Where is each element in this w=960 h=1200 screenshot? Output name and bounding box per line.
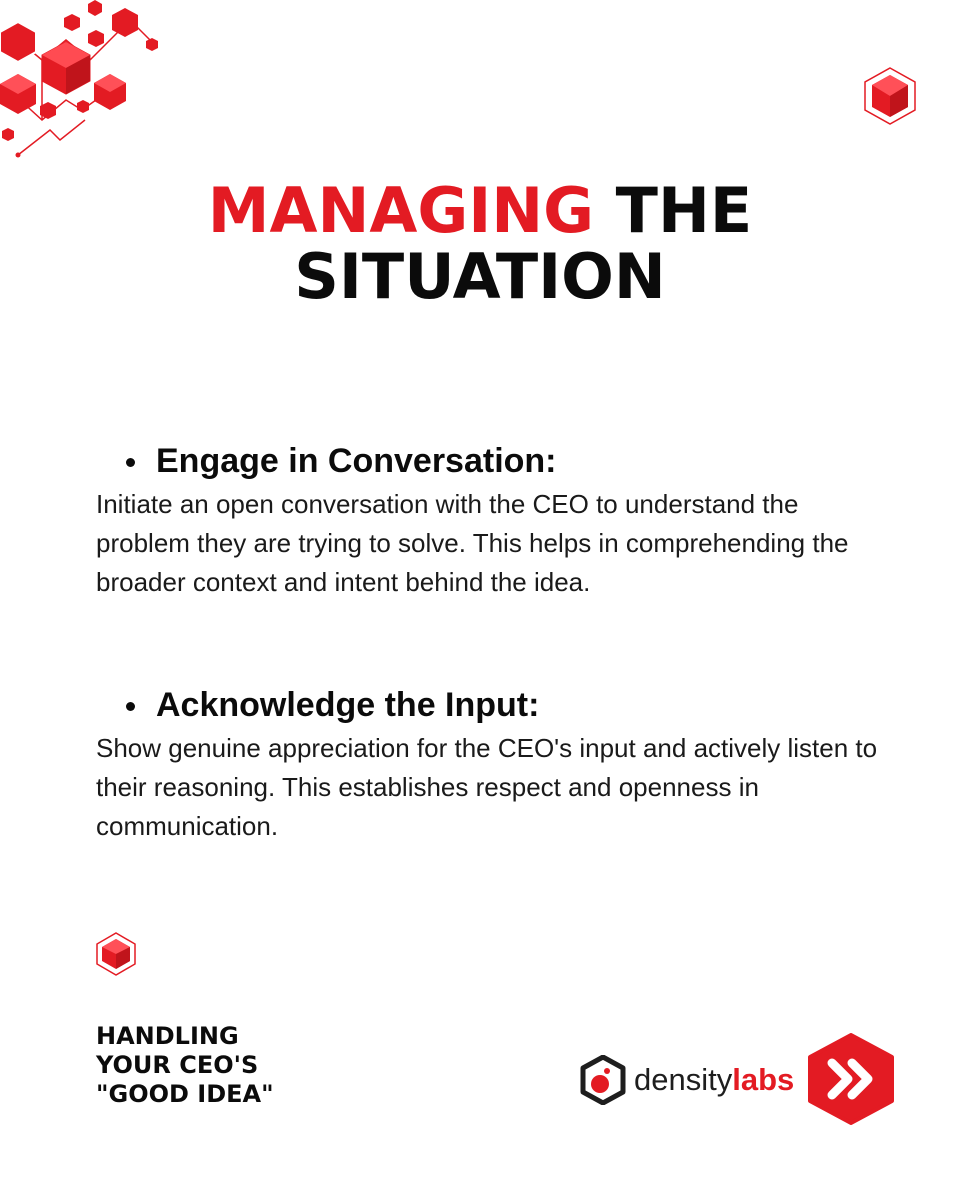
title-line1-rest: THE — [594, 174, 753, 247]
hexagon-decoration-top-right — [862, 66, 918, 126]
section-heading-text: Acknowledge the Input: — [156, 686, 540, 724]
densitylabs-logo-icon — [580, 1055, 626, 1105]
hexagon-decoration-bottom-left — [95, 932, 137, 976]
page-title — [0, 174, 960, 313]
densitylabs-logo — [580, 1055, 794, 1105]
section-heading-text: Engage in Conversation: — [156, 442, 557, 480]
section-heading-acknowledge — [128, 685, 539, 725]
section-body-engage: Initiate an open conversation with the CEO to understand the problem they are trying to solve. This helps in comprehending the broader context and intent behind the idea. — [96, 489, 849, 597]
brand-name — [634, 1062, 794, 1098]
title-accent-word: MANAGING — [207, 174, 595, 247]
decorative-hexagon-cluster — [0, 0, 170, 170]
next-slide-button[interactable] — [806, 1033, 896, 1125]
section-body-acknowledge: Show genuine appreciation for the CEO's input and actively listen to their reasoning. This establishes respect and openness in communication. — [96, 733, 878, 841]
series-title: HANDLING YOUR CEO'S "GOOD IDEA" — [96, 1022, 274, 1108]
brand-name-second: labs — [732, 1062, 795, 1097]
title-line2: SITUATION — [294, 240, 666, 313]
section-heading-engage — [128, 441, 557, 481]
brand-name-first: density — [634, 1062, 733, 1097]
